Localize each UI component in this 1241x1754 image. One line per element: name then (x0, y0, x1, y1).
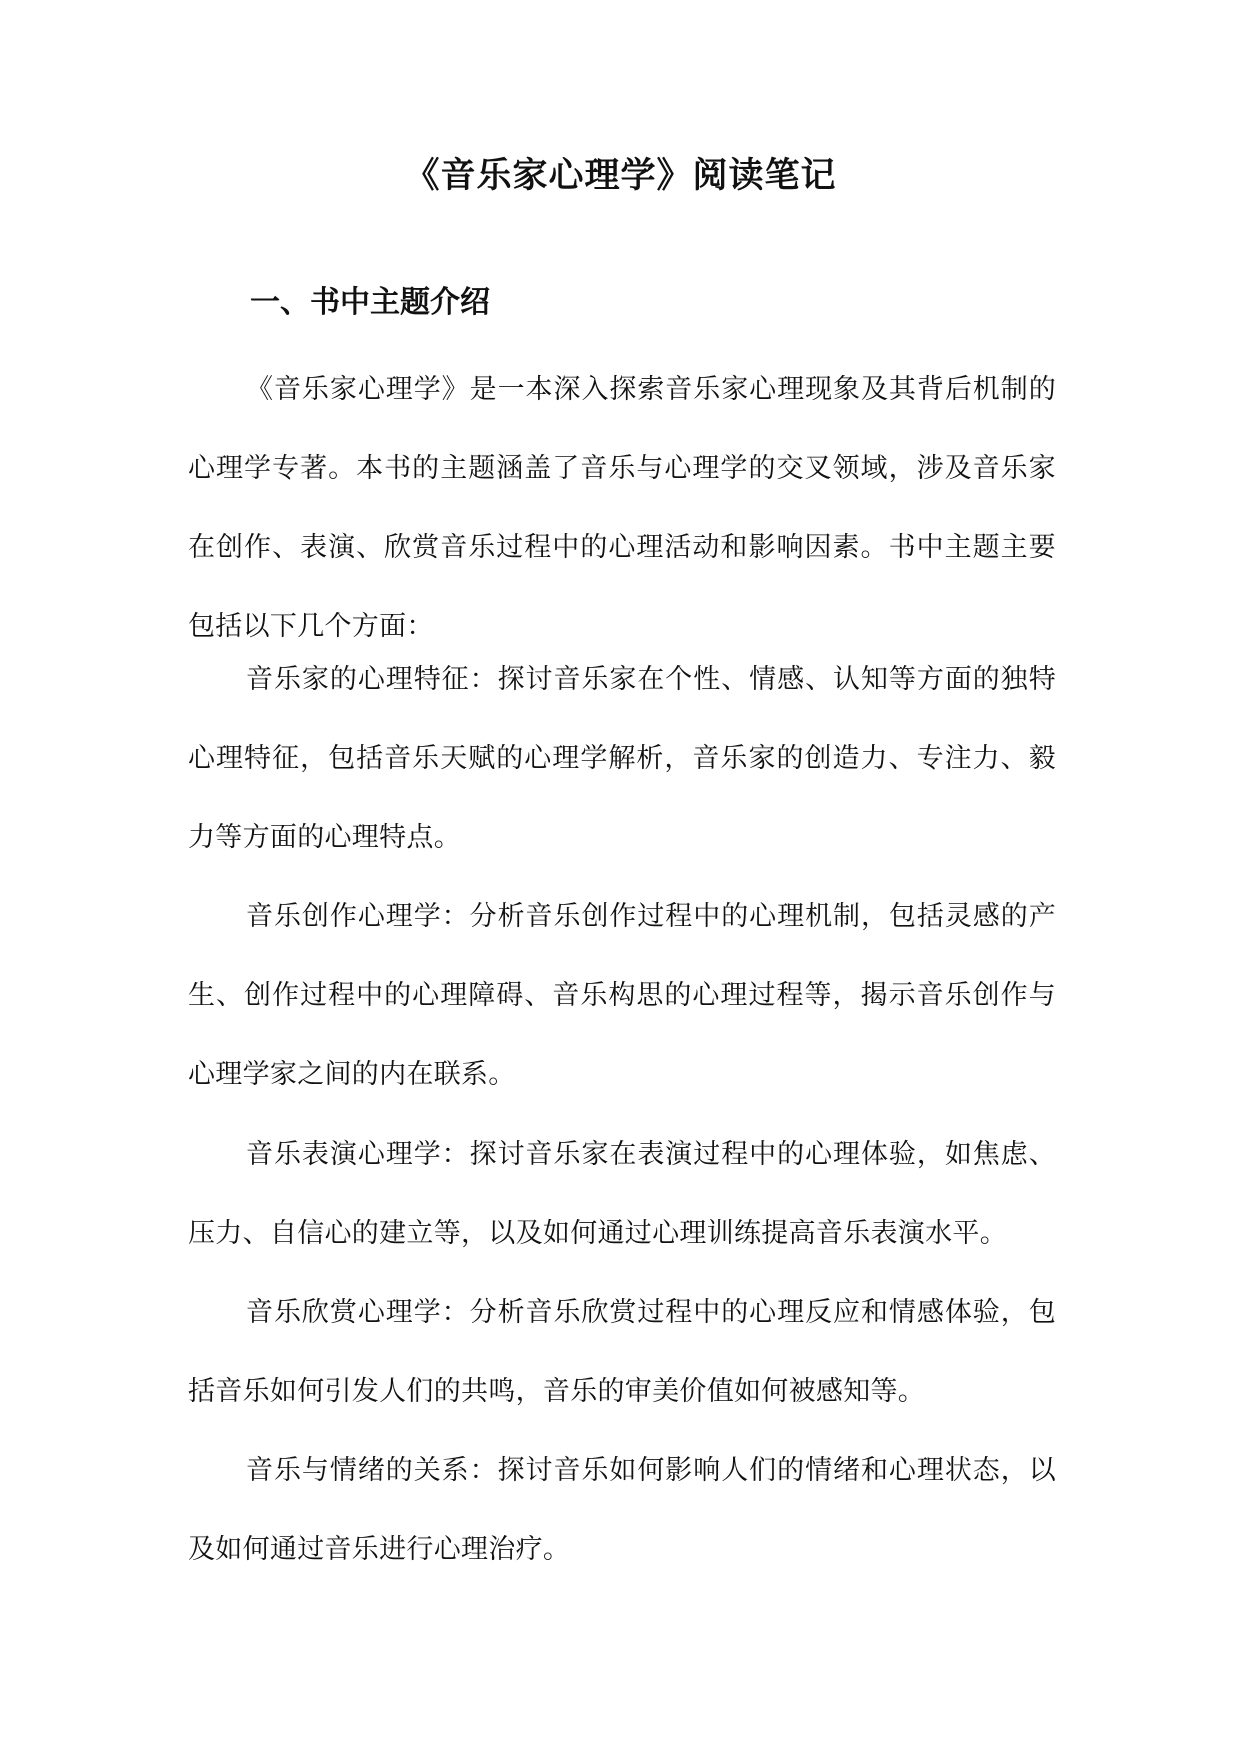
paragraph-intro: 《音乐家心理学》是一本深入探索音乐家心理现象及其背后机制的心理学专著。本书的主题涵盖了音乐与心理学的交叉领域，涉及音乐家在创作、表演、欣赏音乐过程中的心理活动和影响因素。书中主题主要包括以下几个方面： (188, 374, 1056, 642)
section-heading: 一、书中主题介绍 (250, 285, 490, 320)
document-title: 《音乐家心理学》阅读笔记 (404, 156, 837, 196)
paragraph-appreciation-psychology: 音乐欣赏心理学：分析音乐欣赏过程中的心理反应和情感体验，包括音乐如何引发人们的共鸣，音乐的审美价值如何被感知等。 (188, 1297, 1056, 1407)
paragraph-music-emotion: 音乐与情绪的关系：探讨音乐如何影响人们的情绪和心理状态，以及如何通过音乐进行心理治疗。 (188, 1455, 1056, 1565)
paragraph-performance-psychology: 音乐表演心理学：探讨音乐家在表演过程中的心理体验，如焦虑、压力、自信心的建立等，以及如何通过心理训练提高音乐表演水平。 (188, 1139, 1056, 1249)
paragraph-musician-traits: 音乐家的心理特征：探讨音乐家在个性、情感、认知等方面的独特心理特征，包括音乐天赋的心理学解析，音乐家的创造力、专注力、毅力等方面的心理特点。 (188, 664, 1056, 853)
paragraph-composition-psychology: 音乐创作心理学：分析音乐创作过程中的心理机制，包括灵感的产生、创作过程中的心理障碍、音乐构思的心理过程等，揭示音乐创作与心理学家之间的内在联系。 (188, 901, 1056, 1090)
